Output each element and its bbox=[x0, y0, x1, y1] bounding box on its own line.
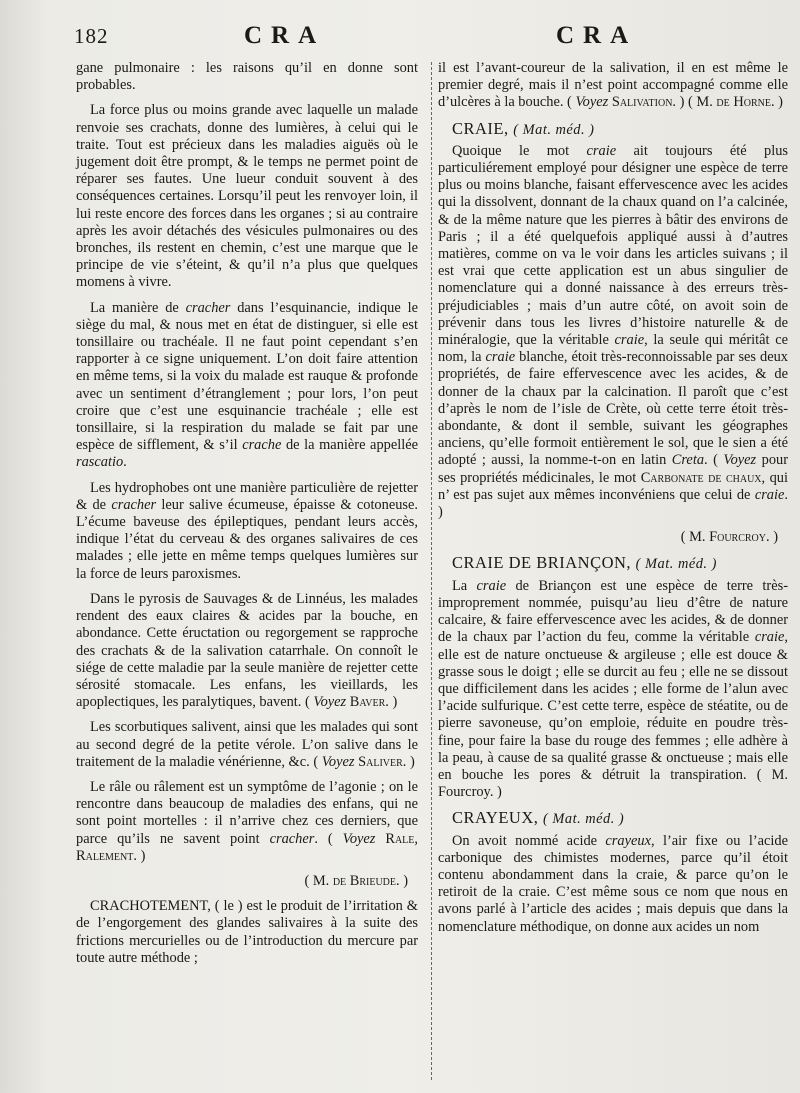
paragraph: Les hydrophobes ont une manière particulière de rejetter & de cracher leur salive écumeuse, épaisse & cotoneuse. L’écume baveuse des épileptiques, pendant leurs accès, indique l’état du cerveau & des organes salivaires de ces malades ; elle jette en même temps quelques lumières sur la force de leurs paroxismes. bbox=[76, 479, 418, 582]
cross-reference: Saliver. bbox=[358, 753, 407, 770]
cross-reference: Carbonate de chaux bbox=[640, 469, 762, 486]
paragraph: On avoit nommé acide crayeux, l’air fixe ou l’acide carbonique des chimistes modernes, parce qu’il étoit contenu abondamment dans la craie, & parce qu’on le retiroit de la craie. C’est même sous ce nom que nous en avons parlé à l’article des acides ; mais depuis que dans la nomenclature méthodique, on donne aux acides un nom bbox=[438, 832, 788, 935]
paragraph: Dans le pyrosis de Sauvages & de Linnéus, les malades rendent des eaux claires & acides par la bouche, en abondance. Cette éructation ou regorgement se rapproche des crachats & de la salivation catarrhale. On connoît le siége de cette maladie par la seule manière de rejetter cette sérosité stomacale. Les enfans, les vieillards, les apoplectiques, les paralytiques, bavent. ( Voyez Baver. ) bbox=[76, 590, 418, 711]
paragraph: gane pulmonaire : les raisons qu’il en donne sont probables. bbox=[76, 60, 418, 94]
paragraph: Les scorbutiques salivent, ainsi que les malades qui sont au second degré de la petite vérole. L’on salive dans le traitement de la maladie vénérienne, &c. ( Voyez Saliver. ) bbox=[76, 719, 418, 770]
cross-reference: Salivation. bbox=[611, 94, 677, 111]
paragraph: il est l’avant-coureur de la salivation, il en est même le premier degré, mais il n’est point accompagné comme elle d’ulcères à la bouche. ( Voyez Salivation. ) ( M. de Horne. ) bbox=[438, 60, 788, 111]
author-signature: ( M. de Brieude. ) bbox=[304, 872, 408, 889]
entry-headword: CRACHOTEMENT bbox=[90, 898, 208, 915]
paragraph: La force plus ou moins grande avec laquelle un malade renvoie ses crachats, donne des lumières, à celui qui le traite. Tout est précieux dans les maladies aiguës où le jugement doit être prompt, & le temps ne permet point de réparer ses fautes. Une lueur conduit souvent à des conséquences certaines. Lorsqu’il peut les renvoyer loin, il lui reste encore des forces dans les organes ; si au contraire après les avoir détachés des vésicules pulmonaires ou des bronches, ils restent en chemin, c’est une marque que le principe de vie s’éteint, & qu’il n’a plus que quelques momens à vivre. bbox=[76, 102, 418, 291]
cross-reference: Rale, Ralement. bbox=[76, 830, 418, 864]
page-number: 182 bbox=[74, 24, 109, 48]
left-column bbox=[76, 60, 418, 975]
running-head-right: CRA bbox=[556, 22, 638, 49]
paragraph: Le râle ou râlement est un symptôme de l’agonie ; on le rencontre dans beaucoup de maladies des enfans, qui ne sont point mortelles : il n’arrive chez ces derniers, que parce qu’ils ne savent point cracher. ( Voyez Rale, Ralement. ) bbox=[76, 778, 418, 864]
entry-heading-craie-de-briancon: CRAIE DE BRIANÇON, ( Mat. méd. ) bbox=[452, 553, 717, 573]
running-header bbox=[0, 22, 800, 56]
entry-heading-craie: CRAIE, ( Mat. méd. ) bbox=[452, 118, 595, 138]
column-divider bbox=[431, 62, 433, 1080]
cross-reference: Baver. bbox=[349, 694, 389, 711]
right-column bbox=[438, 60, 788, 944]
paragraph: Quoique le mot craie ait toujours été plus particuliérement employé pour désigner une espèce de terre plus ou moins blanche, faisant effervescence avec les acides qui la dissolvent, donnant de la chaux quand on l’a calcinée, & de la même nature que les pierres à bâtir des environs de Paris ; il a été quelquefois appliqué aussi à d’autres matières, comme on va le voir dans les articles suivans ; il est vrai que cette application est un abus singulier de nomenclature qui a donné naissance à des erreurs très-préjudiciables ; mais d’un autre côté, on avoit soin de prévenir dans tous les livres d’histoire naturelle & de minéralogie, que la véritable craie, la seule qui méritât ce nom, la craie blanche, étoit très-reconnoissable par ses deux propriétés, de faire effervescence avec les acides, & de donner de la chaux par la calcination. Il paroît que c’est d’après le nom de l’isle de Crète, où cette terre étoit très-abondante, & dont il semble, suivant les géographes anciens, qu’elle formoit entièrement le sol, que le sien a été adopté ; aussi, la nomme-t-on en latin Creta. ( Voyez pour ses propriétés médicinales, le mot Carbonate de chaux, qui n’ est pas sujet aux mêmes inconvéniens que celui de craie. ) bbox=[438, 142, 788, 521]
paragraph: La manière de cracher dans l’esquinancie, indique le siège du mal, & nous met en état de distinguer, si elle est tonsillaire ou trachéale. Il ne faut point cependant s’en rapporter à ce signe uniquement. L’on doit faire attention en même tems, si la voix du malade est rauque & profonde avec un sentiment d’étranglement ; pour lors, l’on peut croire que c’est une esquinancie trachéale ; elle est tonsillaire, si la respiration du malade se fait par une espèce de sifflement, & s’il crache de la manière appellée rascatio. bbox=[76, 299, 418, 471]
paragraph: La craie de Briançon est une espèce de terre très-improprement nommée, puisqu’au lieu d’être de nature calcaire, & faire effervescence avec les acides, & de donner de la chaux par l’action du feu, comme la véritable craie, elle est de nature onctueuse & argileuse ; elle est douce & grasse sous le doigt ; elle se durcit au feu ; elle ne se dissout que difficilement dans les acides ; elle forme de l’alun avec l’acide sulfurique. C’est cette terre, espèce de stéatite, ou de pierre savoneuse, qu’on emploie, réduite en poudre très-fine, pour faire la base du rouge des femmes ; elle adhère à la peau, à cause de sa qualité grasse & onctueuse ; mais elle en bouche les pores & détruit la transpiration. ( M. Fourcroy. ) bbox=[438, 577, 788, 801]
running-head-left: CRA bbox=[244, 22, 326, 49]
entry-heading-crayeux: CRAYEUX, ( Mat. méd. ) bbox=[452, 808, 625, 828]
author-signature: ( M. Fourcroy. ) bbox=[680, 529, 778, 546]
paragraph: CRACHOTEMENT, ( le ) est le produit de l’irritation & de l’engorgement des glandes salivaires à la suite des frictions mercurielles ou de l’introduction du mercure par toute autre méthode ; bbox=[76, 898, 418, 966]
